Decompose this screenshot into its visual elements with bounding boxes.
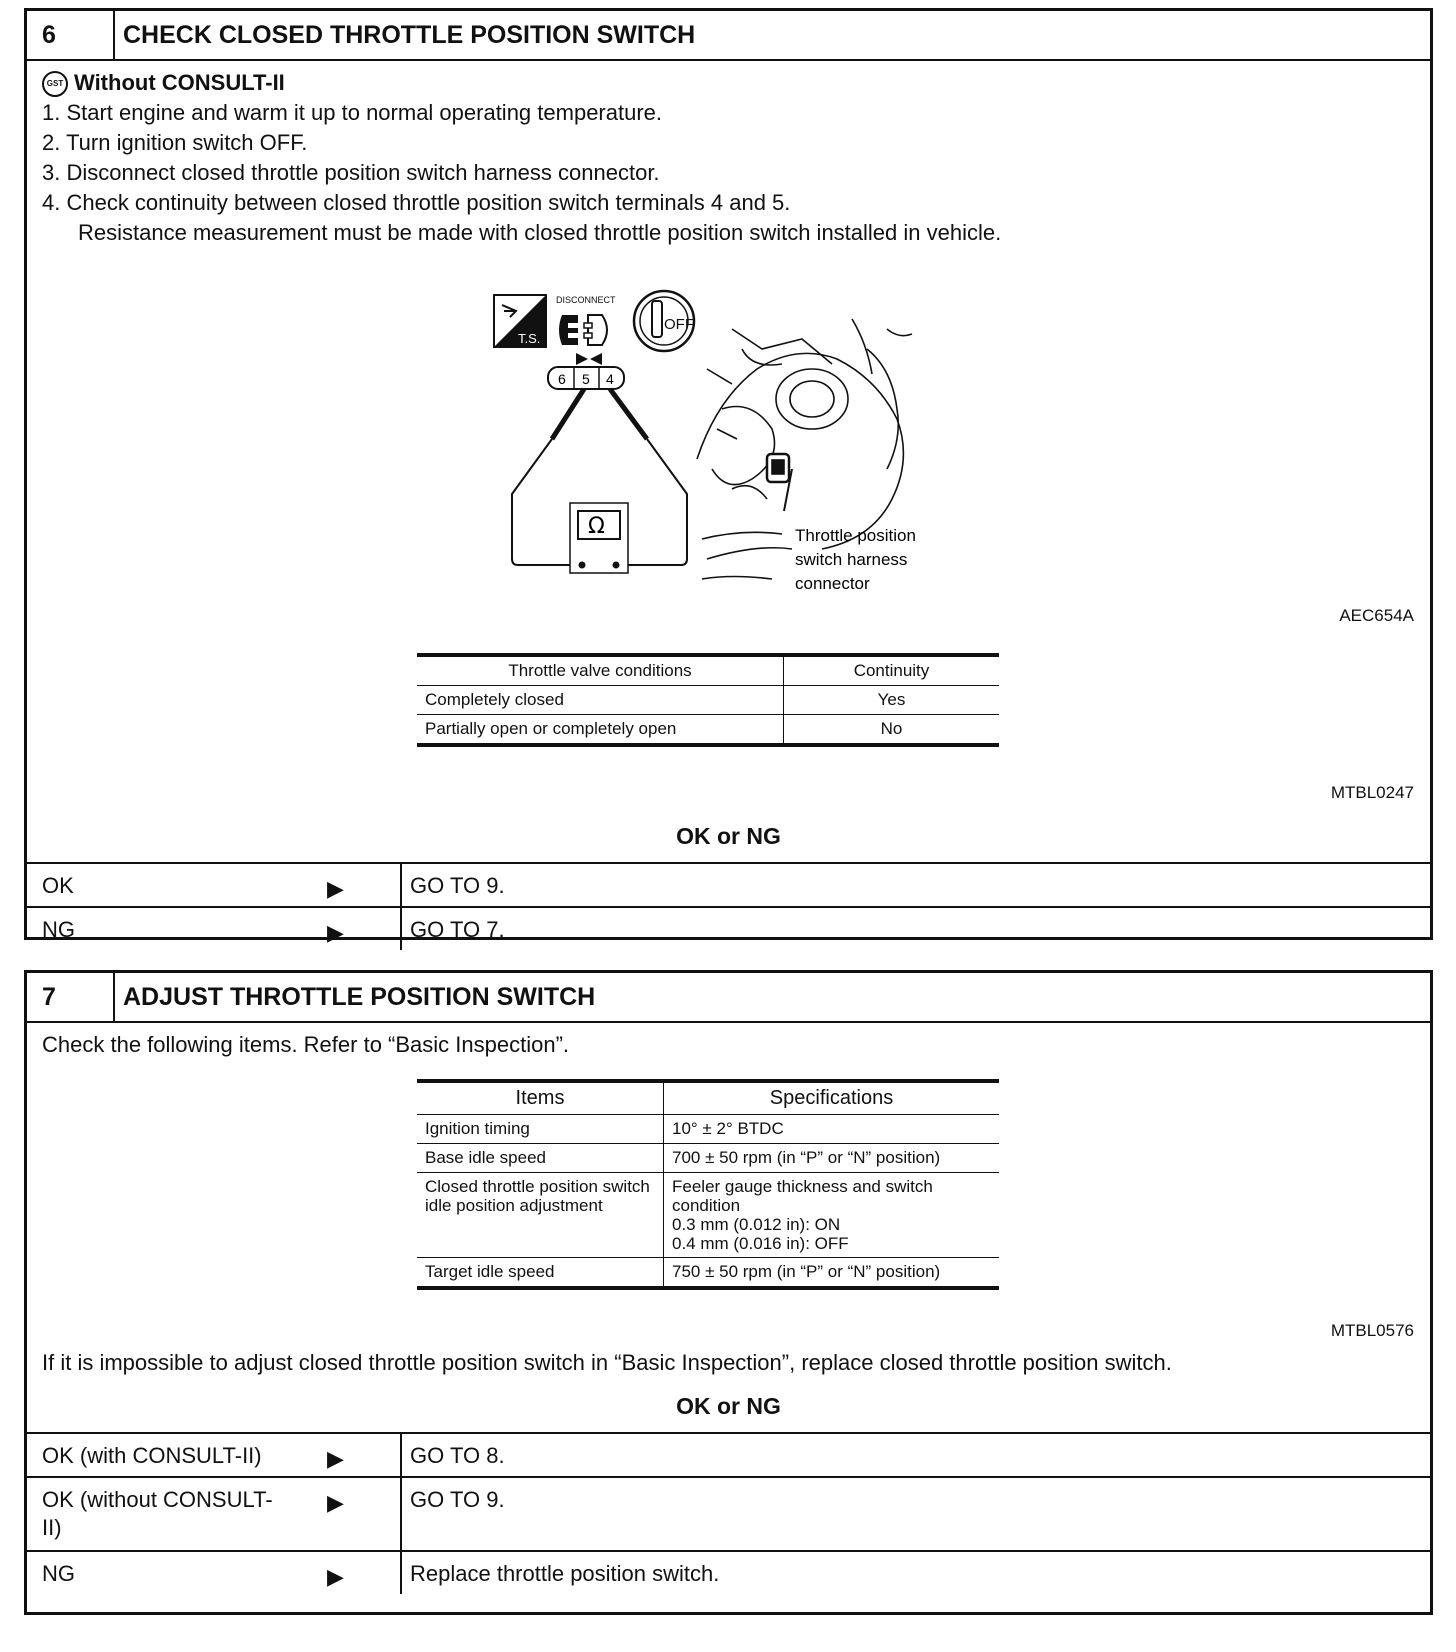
instruction-note: Resistance measurement must be made with closed throttle position switch installed in vehicle.	[78, 220, 1002, 245]
result-label: OK (without CONSULT-II)	[42, 1487, 273, 1540]
table-row	[417, 1173, 999, 1258]
connector-continuity-figure	[492, 289, 972, 599]
table-cell: 700 ± 50 rpm (in “P” or “N” position)	[664, 1144, 1000, 1173]
result-destination: GO TO 9.	[410, 873, 505, 898]
step-number: 7	[27, 973, 115, 1021]
table-cell: No	[784, 715, 1000, 746]
table-cell: Feeler gauge thickness and switch condition 0.3 mm (0.012 in): ON 0.4 mm (0.016 in): OFF	[664, 1173, 1000, 1258]
table-cell: 10° ± 2° BTDC	[664, 1115, 1000, 1144]
result-destination: Replace throttle position switch.	[410, 1561, 720, 1586]
result-label: OK	[42, 873, 74, 898]
step-title: ADJUST THROTTLE POSITION SWITCH	[123, 983, 596, 1011]
table-cell: 750 ± 50 rpm (in “P” or “N” position)	[664, 1258, 1000, 1289]
table-row	[417, 715, 999, 746]
continuity-table	[417, 653, 999, 747]
ts-label: T.S.	[518, 331, 541, 346]
result-row-ok-without-consult	[27, 1476, 1430, 1550]
mode-heading	[42, 69, 285, 97]
result-destination: GO TO 7.	[410, 917, 505, 942]
table-cell: Partially open or completely open	[417, 715, 784, 746]
table-header-row	[417, 655, 999, 686]
mode-label: Without CONSULT-II	[74, 70, 285, 95]
table-header: Specifications	[664, 1081, 1000, 1115]
terminal-6: 6	[558, 371, 566, 387]
connector-terminals	[548, 353, 624, 389]
table-cell: Base idle speed	[417, 1144, 664, 1173]
replace-note: If it is impossible to adjust closed throttle position switch in “Basic Inspection”, replace closed throttle position switch.	[42, 1350, 1172, 1375]
result-label: OK (with CONSULT-II)	[42, 1443, 262, 1468]
table-row	[417, 1258, 999, 1289]
instruction-4: 4. Check continuity between closed throttle position switch terminals 4 and 5.	[42, 190, 791, 215]
step-title: CHECK CLOSED THROTTLE POSITION SWITCH	[123, 21, 696, 49]
result-row-ng	[27, 906, 1430, 950]
instruction-2: 2. Turn ignition switch OFF.	[42, 130, 308, 155]
arrow-right-icon: ▶	[327, 1552, 402, 1594]
result-row-ng	[27, 1550, 1430, 1594]
step-6-header	[27, 11, 1430, 61]
result-row-ok	[27, 862, 1430, 906]
table-header: Items	[417, 1081, 664, 1115]
table-header-row	[417, 1081, 999, 1115]
arrow-right-icon: ▶	[327, 1478, 402, 1550]
gst-icon: GST	[42, 71, 68, 97]
intro-text: Check the following items. Refer to “Basic Inspection”.	[42, 1032, 570, 1057]
specifications-table	[417, 1079, 999, 1290]
result-destination: GO TO 8.	[410, 1443, 505, 1468]
step-7-header	[27, 973, 1430, 1023]
step-7-box	[24, 970, 1433, 1615]
arrow-right-icon: ▶	[327, 1434, 402, 1476]
table-row	[417, 1115, 999, 1144]
table-row	[417, 686, 999, 715]
table-code: MTBL0576	[1330, 1321, 1414, 1340]
step-6-box	[24, 8, 1433, 945]
arrow-right-icon: ▶	[327, 908, 402, 950]
table-code: MTBL0247	[1330, 783, 1414, 802]
ts-icon	[494, 295, 546, 347]
table-cell: Target idle speed	[417, 1258, 664, 1289]
result-rows	[27, 862, 1430, 950]
result-label: NG	[42, 1561, 75, 1586]
table-row	[417, 1144, 999, 1173]
ok-or-ng-heading: OK or NG	[676, 1393, 781, 1419]
disconnect-label: DISCONNECT	[556, 295, 616, 305]
ohmmeter	[570, 503, 628, 573]
result-rows	[27, 1432, 1430, 1594]
result-destination: GO TO 9.	[410, 1487, 505, 1512]
ignition-off-icon	[634, 291, 694, 351]
table-cell: Closed throttle position switch idle position adjustment	[417, 1173, 664, 1258]
instruction-3: 3. Disconnect closed throttle position switch harness connector.	[42, 160, 660, 185]
result-row-ok-with-consult	[27, 1432, 1430, 1476]
terminal-4: 4	[606, 371, 614, 387]
ohm-symbol: Ω	[588, 514, 605, 539]
callout-line-1: Throttle position	[795, 526, 916, 545]
terminal-5: 5	[582, 371, 590, 387]
result-label: NG	[42, 917, 75, 942]
table-cell: Ignition timing	[417, 1115, 664, 1144]
disconnect-icon	[556, 295, 616, 345]
table-cell: Completely closed	[417, 686, 784, 715]
table-header: Throttle valve conditions	[417, 655, 784, 686]
table-header: Continuity	[784, 655, 1000, 686]
ok-or-ng-heading: OK or NG	[676, 823, 781, 849]
callout-line-3: connector	[795, 574, 870, 593]
arrow-right-icon: ▶	[327, 864, 402, 906]
callout-line-2: switch harness	[795, 550, 908, 569]
figure-code: AEC654A	[1339, 606, 1414, 625]
step-number: 6	[27, 11, 115, 59]
instruction-1: 1. Start engine and warm it up to normal operating temperature.	[42, 100, 663, 125]
table-cell: Yes	[784, 686, 1000, 715]
off-label: OFF	[664, 316, 694, 333]
